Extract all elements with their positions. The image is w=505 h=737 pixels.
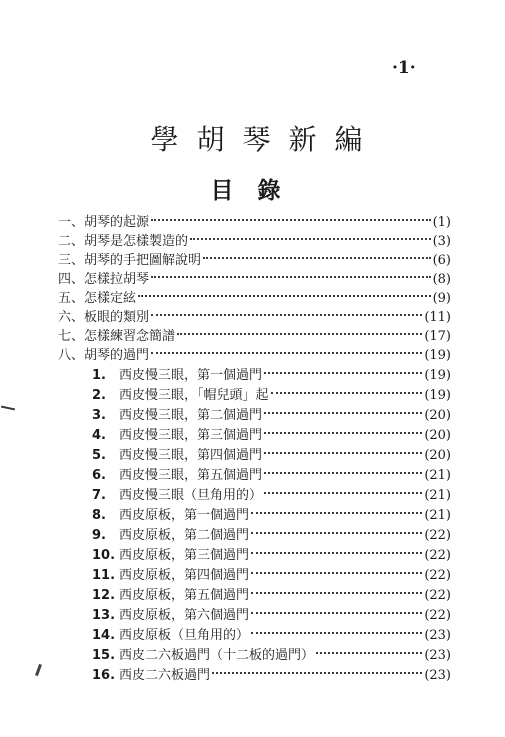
toc-subentry-page: (21) (424, 508, 451, 523)
dot-leader (264, 372, 422, 374)
dot-leader (316, 652, 422, 654)
toc-subentry-page: (21) (424, 468, 451, 483)
dot-leader (212, 672, 422, 674)
toc-subentry-label: 西皮慢三眼，第五個過門 (119, 468, 263, 483)
dot-leader (271, 392, 423, 394)
toc-subentry-page: (19) (424, 368, 451, 383)
dot-leader (251, 512, 422, 514)
toc-entry-number: 七、 (58, 329, 85, 344)
toc-subentry (92, 444, 451, 462)
dot-leader (264, 452, 422, 454)
dot-leader (203, 257, 431, 259)
toc-entry-label: 怎樣定絃 (84, 291, 137, 306)
toc-subentry-number: 12. (92, 588, 116, 603)
toc-subentry-page: (23) (424, 668, 451, 683)
toc-entry (58, 249, 451, 267)
toc-entry (58, 230, 451, 248)
toc-subentry-label: 西皮原板，第四個過門 (119, 568, 250, 583)
toc-entry (58, 211, 451, 229)
toc-subentry (92, 584, 451, 602)
toc-subentry-page: (20) (424, 448, 451, 463)
toc-entry-label: 胡琴的手把圖解說明 (84, 253, 202, 268)
toc-entry-page: (3) (432, 234, 451, 249)
toc-entry-number: 三、 (58, 253, 85, 268)
toc-entry (58, 268, 451, 286)
toc-entry-label: 怎樣拉胡琴 (84, 272, 150, 287)
toc-entry (58, 306, 451, 324)
toc-subentry-page: (23) (424, 628, 451, 643)
scan-mark (35, 664, 42, 676)
dot-leader (264, 432, 422, 434)
dot-leader (177, 333, 422, 335)
toc-subentry-page: (22) (424, 588, 451, 603)
toc-subentry-number: 5. (92, 448, 106, 463)
dot-leader (251, 552, 422, 554)
toc-entry-label: 怎樣練習念簡譜 (84, 329, 176, 344)
dot-leader (151, 276, 431, 278)
toc-subentry-page: (19) (424, 388, 451, 403)
toc-subentry-number: 4. (92, 428, 106, 443)
toc-subentry-page: (20) (424, 408, 451, 423)
toc-subentry (92, 424, 451, 442)
dot-leader (151, 352, 422, 354)
toc-entry-label: 胡琴的起源 (84, 215, 150, 230)
toc-subentry (92, 624, 451, 642)
scan-mark (1, 406, 15, 411)
toc-subentry (92, 484, 451, 502)
toc-subentry-label: 西皮二六板過門 (119, 668, 211, 683)
toc-entry-page: (1) (432, 215, 451, 230)
toc-subentry-number: 16. (92, 668, 116, 683)
toc-entry-label: 板眼的類別 (84, 310, 150, 325)
toc-subentry-number: 3. (92, 408, 106, 423)
toc-subentry-label: 西皮慢三眼（旦角用的） (119, 488, 263, 503)
toc-subentry-number: 2. (92, 388, 106, 403)
toc-entry-page: (11) (424, 310, 451, 325)
toc-entry-number: 二、 (58, 234, 85, 249)
toc-subentry-number: 9. (92, 528, 106, 543)
toc-subentry-number: 13. (92, 608, 116, 623)
toc-subentry-label: 西皮慢三眼，「帽兒頭」起 (119, 388, 269, 403)
toc-subentry-number: 1. (92, 368, 106, 383)
toc-subentry (92, 504, 451, 522)
dot-leader (264, 472, 422, 474)
toc-subentry-number: 14. (92, 628, 116, 643)
toc-subentry-number: 6. (92, 468, 106, 483)
toc-subentry-page: (22) (424, 528, 451, 543)
toc-subentry-page: (21) (424, 488, 451, 503)
toc-subentry-label: 西皮原板，第三個過門 (119, 548, 250, 563)
toc-entry-number: 八、 (58, 348, 85, 363)
dot-leader (190, 238, 431, 240)
toc-entry-page: (17) (424, 329, 451, 344)
toc-subentry (92, 664, 451, 682)
toc-subentry (92, 564, 451, 582)
toc-subentry-label: 西皮慢三眼，第四個過門 (119, 448, 263, 463)
toc-subentry-page: (22) (424, 608, 451, 623)
toc-subentry (92, 464, 451, 482)
toc-subentry (92, 404, 451, 422)
toc-subentry (92, 544, 451, 562)
toc-subentry-label: 西皮二六板過門（十二板的過門） (119, 648, 315, 663)
toc-subentry (92, 384, 451, 402)
toc-entry (58, 287, 451, 305)
toc-subentry-label: 西皮原板（旦角用的） (119, 628, 250, 643)
toc-entry (58, 344, 451, 362)
toc-subentry-number: 15. (92, 648, 116, 663)
toc-subentry-number: 8. (92, 508, 106, 523)
toc-entry-page: (19) (424, 348, 451, 363)
toc-subentry-label: 西皮原板，第六個過門 (119, 608, 250, 623)
toc-subentry (92, 364, 451, 382)
dot-leader (251, 572, 422, 574)
toc-subentry (92, 604, 451, 622)
toc-entry-label: 胡琴的過門 (84, 348, 150, 363)
toc-entry-number: 四、 (58, 272, 85, 287)
toc-entry-page: (9) (432, 291, 451, 306)
dot-leader (264, 492, 422, 494)
toc-subentry-label: 西皮原板，第一個過門 (119, 508, 250, 523)
dot-leader (138, 295, 431, 297)
toc-entry-page: (6) (432, 253, 451, 268)
toc-subentry (92, 524, 451, 542)
toc-subentry-label: 西皮原板，第二個過門 (119, 528, 250, 543)
toc-subentry-number: 10. (92, 548, 116, 563)
toc-subentry-label: 西皮慢三眼，第三個過門 (119, 428, 263, 443)
toc-subentry-page: (22) (424, 568, 451, 583)
dot-leader (151, 314, 422, 316)
toc-subentry-page: (23) (424, 648, 451, 663)
toc-subentry-page: (20) (424, 428, 451, 443)
dot-leader (251, 592, 422, 594)
toc-entry-number: 一、 (58, 215, 85, 230)
book-title: 學胡琴新編 (150, 123, 381, 156)
toc-subentry (92, 644, 451, 662)
toc-subentry-number: 11. (92, 568, 116, 583)
toc-entry-page: (8) (432, 272, 451, 287)
dot-leader (264, 412, 422, 414)
toc-entry-label: 胡琴是怎樣製造的 (84, 234, 189, 249)
toc-subentry-label: 西皮原板，第五個過門 (119, 588, 250, 603)
toc-entry (58, 325, 451, 343)
toc-subentry-number: 7. (92, 488, 106, 503)
dot-leader (251, 632, 422, 634)
toc-entry-number: 五、 (58, 291, 85, 306)
dot-leader (251, 612, 422, 614)
toc-subentry-page: (22) (424, 548, 451, 563)
dot-leader (251, 532, 422, 534)
toc-heading: 目錄 (210, 178, 305, 204)
dot-leader (151, 219, 431, 221)
page-number: ·1· (392, 58, 416, 78)
toc-entry-number: 六、 (58, 310, 85, 325)
toc-subentry-label: 西皮慢三眼，第二個過門 (119, 408, 263, 423)
toc-subentry-label: 西皮慢三眼，第一個過門 (119, 368, 263, 383)
